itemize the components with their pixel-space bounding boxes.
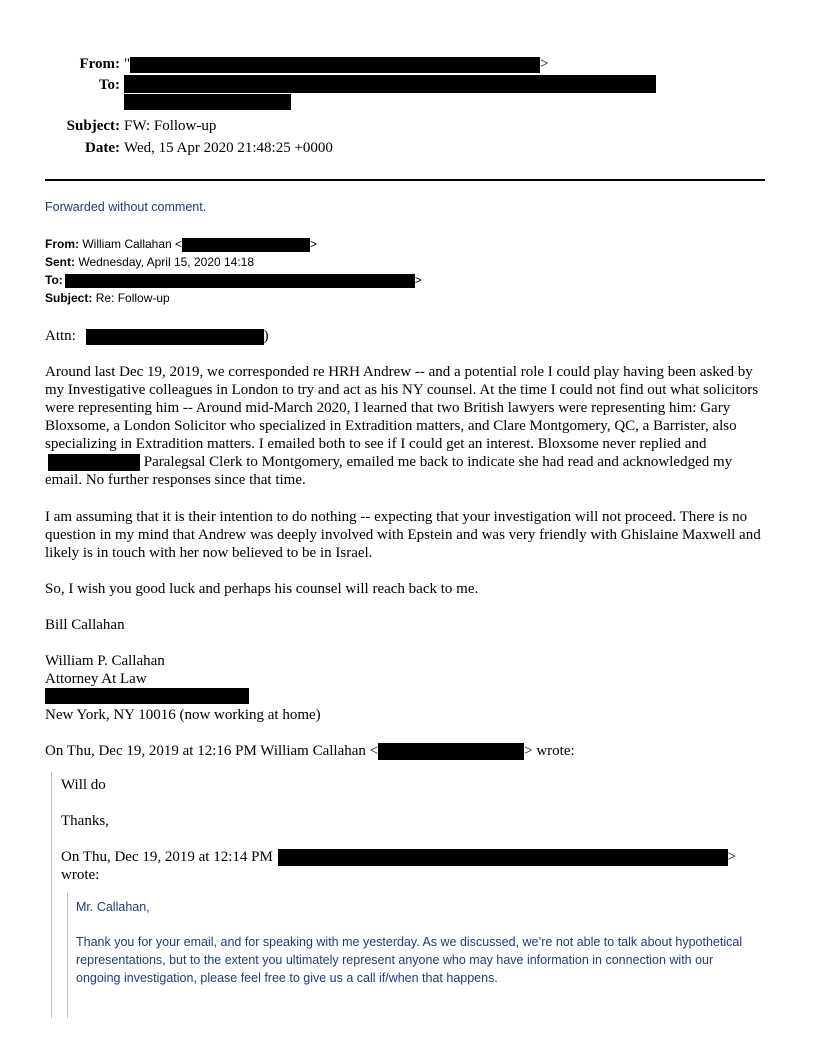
inner-to-row — [45, 271, 422, 289]
subject-label: Subject: — [66, 118, 120, 134]
quote2-intro-prefix: On Thu, Dec 19, 2019 at 12:14 PM — [61, 849, 273, 865]
date-value: Wed, 15 Apr 2020 21:48:25 +0000 — [124, 140, 333, 156]
quote2-intro-wrote: wrote: — [61, 867, 100, 883]
redaction-block — [124, 94, 291, 110]
inner-from-row — [45, 235, 317, 253]
redaction-block — [45, 688, 249, 704]
quote-bar-inner — [67, 893, 68, 1018]
redaction-block — [65, 274, 415, 288]
signoff: Bill Callahan — [45, 617, 125, 633]
inner-sent-value: Wednesday, April 15, 2020 14:18 — [78, 255, 255, 269]
signature-title: Attorney At Law — [45, 671, 147, 687]
paragraph-3: So, I wish you good luck and perhaps his counsel will reach back to me. — [45, 581, 479, 597]
from-suffix: > — [540, 56, 549, 72]
redaction-block — [378, 743, 524, 760]
subject-value: FW: Follow-up — [124, 118, 217, 134]
quote2-body: Thank you for your email, and for speaking with me yesterday. As we discussed, we’re not able to talk about hypothetical representations, but to the extent you ultimately represent anyone who may have information in connection with our ongoing investigation, please feel free to give us a call if/when that happens. — [76, 935, 743, 985]
attn-label: Attn: — [45, 328, 76, 344]
redaction-block — [182, 238, 310, 252]
redaction-block — [130, 57, 540, 73]
inner-from-label: From: — [45, 237, 79, 251]
quote1-line2: Thanks, — [61, 813, 109, 829]
quote2-intro — [61, 848, 761, 866]
redaction-block — [278, 849, 728, 866]
date-label: Date: — [85, 140, 120, 156]
inner-from-name: William Callahan < — [82, 237, 183, 251]
quote2-intro-suffix: > — [727, 849, 737, 865]
attn-line — [45, 327, 770, 345]
redaction-block — [86, 329, 264, 345]
quote1-intro — [45, 742, 770, 760]
inner-to-label: To: — [45, 273, 63, 287]
quote2-greeting: Mr. Callahan, — [76, 900, 150, 914]
quote-bar-outer — [51, 772, 52, 1018]
from-label: From: — [79, 56, 120, 72]
inner-sent-row — [45, 253, 254, 271]
redaction-block — [48, 454, 140, 471]
inner-subject-value: Re: Follow-up — [95, 291, 170, 305]
inner-subject-label: Subject: — [45, 291, 93, 305]
paragraph-1-part-a: Around last Dec 19, 2019, we corresponded re HRH Andrew -- and a potential role I could play having been asked by my Investigative colleagues in London to try and act as his NY counsel. At the time I could not find out what solicitors were representing him -- Around mid-March 2020, I learned that two British lawyers were representing him: Gary Bloxsome, a London Solicitor who specialized in Extradition matters, and Clare Montgomery, QC, a Barrister, also specializing in Extradition matters. I emailed both to see if I could get an interest. Bloxsome never replied and — [45, 364, 759, 452]
quote1-line1: Will do — [61, 777, 106, 793]
paragraph-2: I am assuming that it is their intention to do nothing -- expecting that your investigation will not proceed. There is no question in my mind that Andrew was deeply involved with Epstein and was very friendly with Ghislaine Maxwell and likely is in touch with her now believed to be in Israel. — [45, 509, 761, 561]
redaction-block — [124, 75, 656, 93]
signature-city: New York, NY 10016 (now working at home) — [45, 707, 321, 723]
inner-subject-row — [45, 289, 170, 307]
quote1-intro-prefix: On Thu, Dec 19, 2019 at 12:16 PM William Callahan < — [45, 743, 379, 759]
to-label: To: — [98, 77, 120, 93]
paragraph-1-part-b: Paralegsal Clerk to Montgomery, emailed me back to indicate she had read and acknowledged my email. No further responses since that time. — [45, 454, 733, 489]
inner-sent-label: Sent: — [45, 255, 75, 269]
quote1-intro-suffix: > wrote: — [524, 743, 575, 759]
from-prefix: " — [124, 56, 131, 72]
header-divider — [45, 179, 765, 181]
inner-to-suffix: > — [414, 273, 422, 287]
inner-from-suffix: > — [310, 237, 318, 251]
paragraph-1 — [45, 363, 770, 489]
signature-name: William P. Callahan — [45, 653, 165, 669]
forward-note: Forwarded without comment. — [45, 200, 207, 214]
from-value — [124, 55, 549, 73]
attn-suffix: ) — [263, 328, 269, 344]
